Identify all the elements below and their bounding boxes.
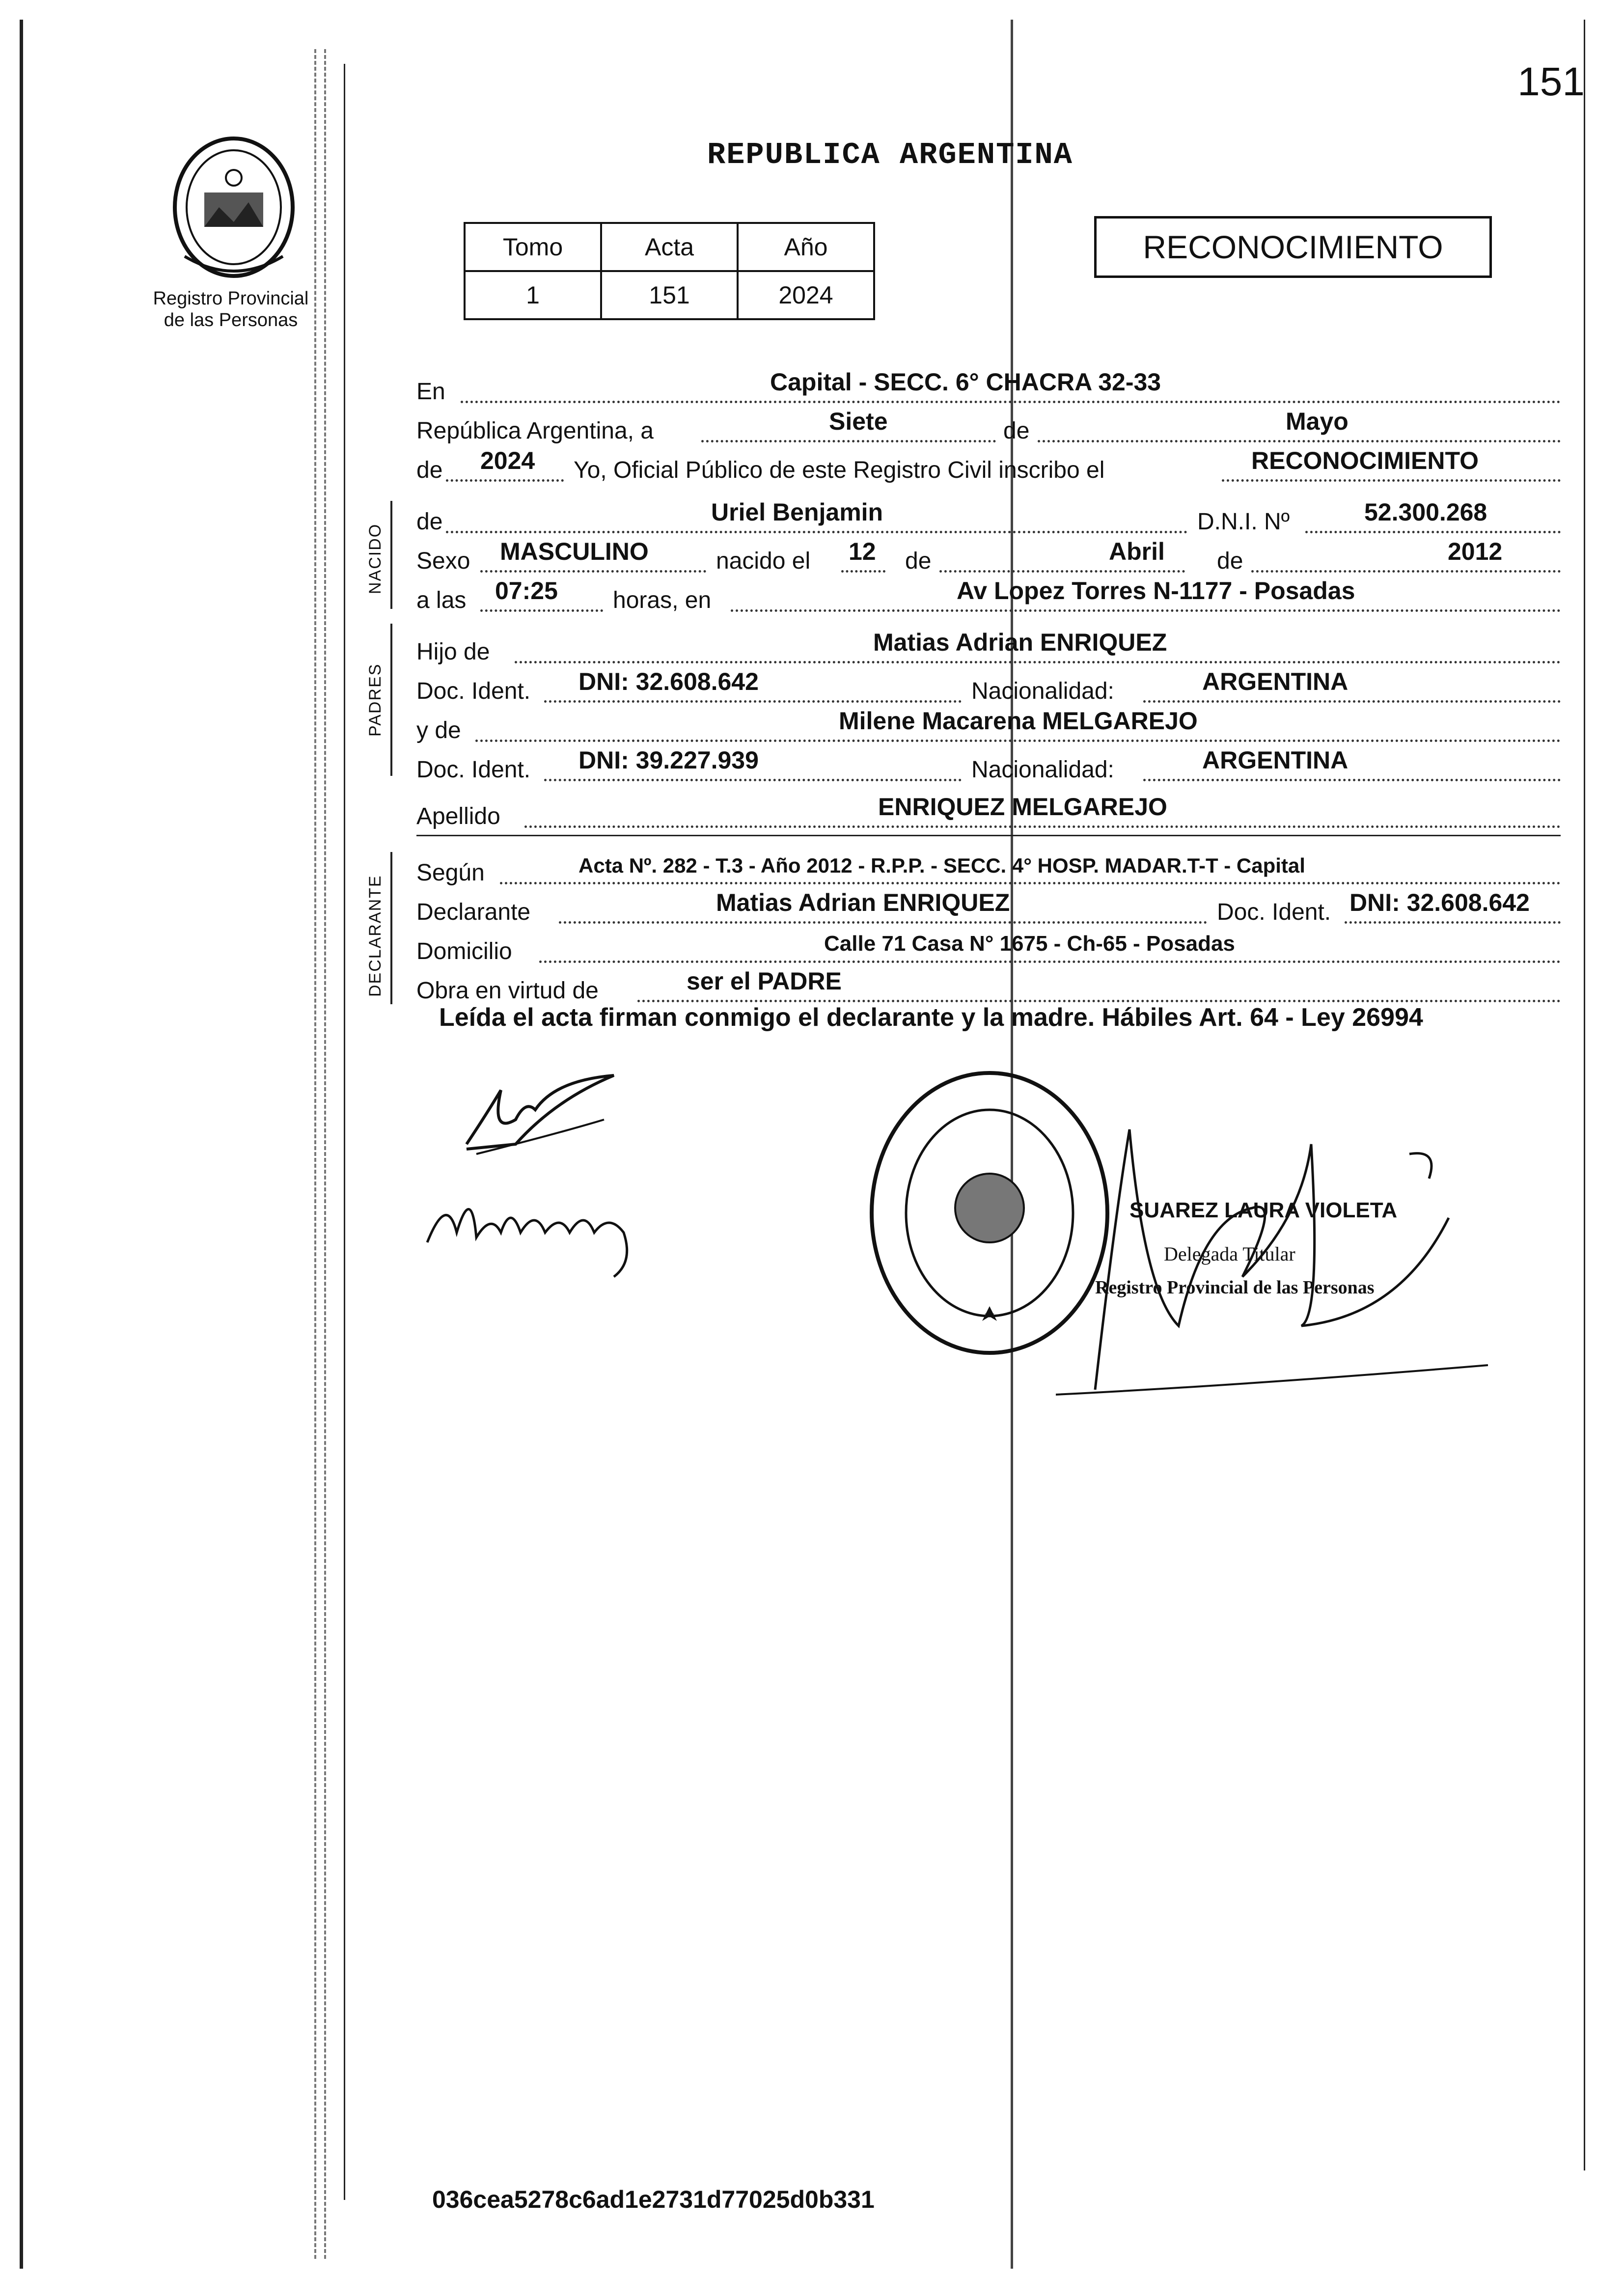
republica-line: República Argentina, a Siete de Mayo <box>416 410 1561 444</box>
father-name: Matias Adrian ENRIQUEZ <box>873 629 1167 656</box>
father-nationality: ARGENTINA <box>1202 668 1349 695</box>
official-role: Delegada Titular <box>1164 1243 1295 1265</box>
right-margin-rule <box>1584 20 1585 2170</box>
anio-value: 2024 <box>738 271 874 319</box>
declarante-value: Matias Adrian ENRIQUEZ <box>716 889 1010 916</box>
en-line: En Capital - SECC. 6° CHACRA 32-33 <box>416 371 1561 405</box>
registry-label: Registro Provincial de las Personas <box>153 288 309 330</box>
mother-name: Milene Macarena MELGAREJO <box>839 707 1198 735</box>
hijo-line: Hijo de Matias Adrian ENRIQUEZ <box>416 631 1561 665</box>
year-value: 2024 <box>480 447 535 474</box>
birth-year: 2012 <box>1448 538 1503 565</box>
mother-nationality: ARGENTINA <box>1202 746 1349 774</box>
apellido-line: Apellido ENRIQUEZ MELGAREJO <box>416 796 1561 830</box>
anio-header: Año <box>738 223 874 271</box>
register-table <box>464 222 875 320</box>
declarante-label: DECLARANTE <box>366 875 385 997</box>
birth-month: Abril <box>1109 538 1165 565</box>
declarant-signature-icon <box>457 1061 692 1159</box>
apellido-rule <box>416 835 1561 836</box>
left-margin-rule <box>20 20 23 2269</box>
declarante-line: Declarante Matias Adrian ENRIQUEZ Doc. Ident. DNI: 32.608.642 <box>416 891 1561 926</box>
tomo-header: Tomo <box>465 223 601 271</box>
nacido-name-line: de Uriel Benjamin D.N.I. Nº 52.300.268 <box>416 501 1561 535</box>
obra-line: Obra en virtud de ser el PADRE <box>416 970 1561 1004</box>
hora-line: a las 07:25 horas, en Av Lopez Torres N-1177 - Posadas <box>416 579 1561 614</box>
birth-place: Av Lopez Torres N-1177 - Posadas <box>957 577 1355 604</box>
domicilio-value: Calle 71 Casa N° 1675 - Ch-65 - Posadas <box>824 932 1235 956</box>
closing-statement: Leída el acta firman conmigo el declarante y la madre. Hábiles Art. 64 - Ley 26994 <box>439 1003 1423 1032</box>
sexo-value: MASCULINO <box>500 538 649 565</box>
child-dni: 52.300.268 <box>1364 498 1487 526</box>
country-title: REPUBLICA ARGENTINA <box>707 137 1073 172</box>
en-value: Capital - SECC. 6° CHACRA 32-33 <box>770 368 1161 396</box>
acta-header: Acta <box>601 223 738 271</box>
month-value: Mayo <box>1286 408 1349 435</box>
father-doc-line: Doc. Ident. DNI: 32.608.642 Nacionalidad: ARGENTINA <box>416 670 1561 705</box>
inner-margin-rule <box>344 64 345 2200</box>
perforation-line-2 <box>324 49 328 2259</box>
acta-value: 151 <box>601 271 738 319</box>
domicilio-line: Domicilio Calle 71 Casa N° 1675 - Ch-65 - Posadas <box>416 931 1561 965</box>
inscribo-value: RECONOCIMIENTO <box>1251 447 1479 474</box>
tomo-value: 1 <box>465 271 601 319</box>
nacido-label: NACIDO <box>366 523 385 594</box>
day-value: Siete <box>829 408 888 435</box>
child-name: Uriel Benjamin <box>711 498 883 526</box>
segun-value: Acta Nº. 282 - T.3 - Año 2012 - R.P.P. - SECC. 4° HOSP. MADAR.T-T - Capital <box>578 854 1305 877</box>
register-header-row <box>465 223 874 271</box>
mother-doc: DNI: 39.227.939 <box>578 746 759 774</box>
official-name: SUAREZ LAURA VIOLETA <box>1129 1198 1398 1222</box>
yo-line: de 2024 Yo, Oficial Público de este Registro Civil inscribo el RECONOCIMIENTO <box>416 449 1561 484</box>
register-value-row <box>465 271 874 319</box>
mother-signature-icon <box>417 1164 673 1282</box>
record-type-box: RECONOCIMIENTO <box>1094 216 1492 278</box>
padres-label: PADRES <box>366 663 385 737</box>
page-number: 151 <box>1517 59 1585 104</box>
mother-line: y de Milene Macarena MELGAREJO <box>416 710 1561 744</box>
father-doc: DNI: 32.608.642 <box>578 668 759 695</box>
declarante-doc: DNI: 32.608.642 <box>1349 889 1530 916</box>
segun-line: Según Acta Nº. 282 - T.3 - Año 2012 - R.P.P. - SECC. 4° HOSP. MADAR.T-T - Capital <box>416 852 1561 886</box>
misiones-coat-of-arms-icon <box>155 129 312 286</box>
sexo-line: Sexo MASCULINO nacido el 12 de Abril de 2012 <box>416 540 1561 575</box>
document-hash: 036cea5278c6ad1e2731d77025d0b331 <box>432 2186 875 2213</box>
birth-time: 07:25 <box>495 577 558 604</box>
official-registry: Registro Provincial de las Personas <box>1095 1277 1375 1298</box>
perforation-line-1 <box>314 49 318 2259</box>
mother-doc-line: Doc. Ident. DNI: 39.227.939 Nacionalidad: ARGENTINA <box>416 749 1561 783</box>
birth-day: 12 <box>849 538 876 565</box>
apellido-value: ENRIQUEZ MELGAREJO <box>878 793 1167 821</box>
obra-value: ser el PADRE <box>687 967 842 995</box>
